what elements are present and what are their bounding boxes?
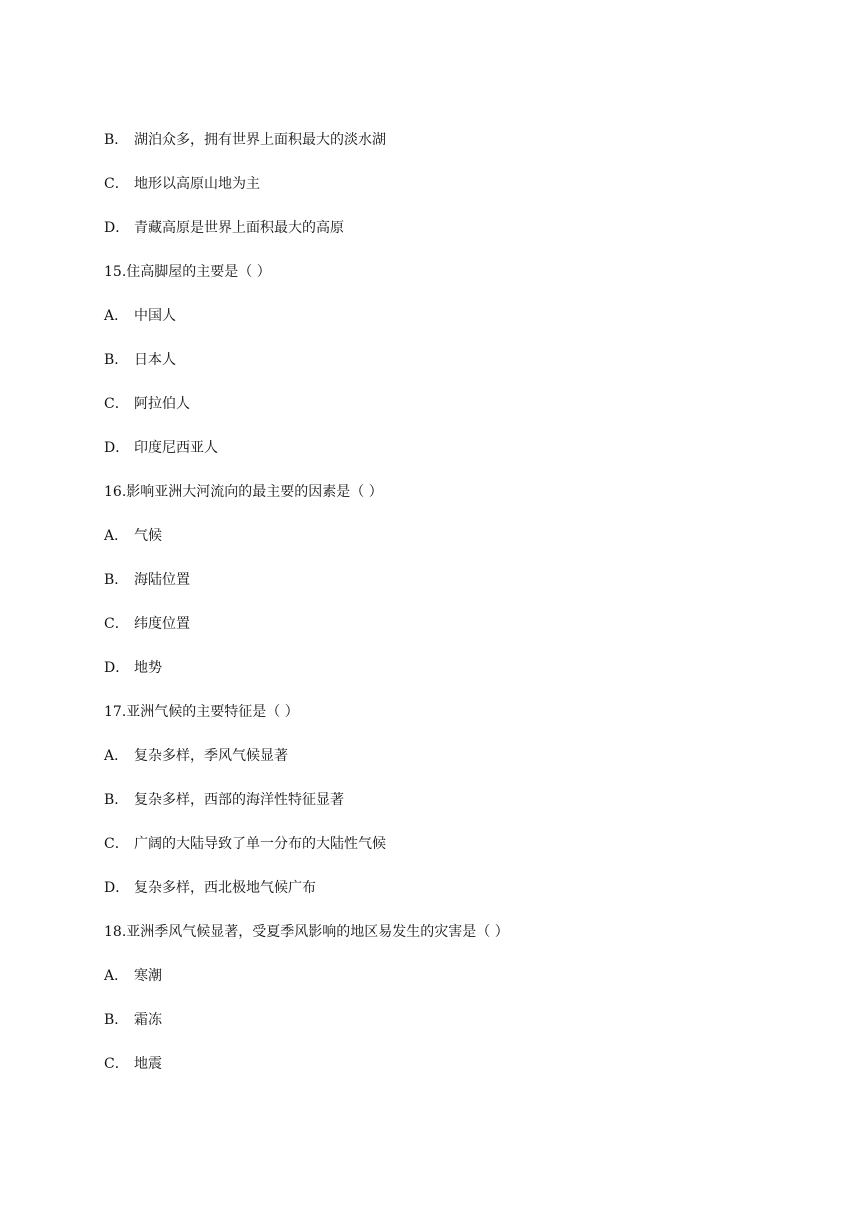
option-text: 地形以高原山地为主 xyxy=(134,176,260,192)
option-text: 霜冻 xyxy=(134,1012,162,1028)
q15-option-d xyxy=(104,438,218,458)
q18-option-b xyxy=(104,1010,162,1030)
q15-option-b xyxy=(104,350,176,370)
q14-option-b xyxy=(104,130,386,150)
option-text: 纬度位置 xyxy=(134,616,190,632)
option-text: 复杂多样，西北极地气候广布 xyxy=(134,880,316,896)
option-letter: C． xyxy=(104,176,129,192)
q17-option-d xyxy=(104,878,316,898)
option-letter: B． xyxy=(104,792,129,808)
q15-option-a xyxy=(104,306,176,326)
option-letter: A． xyxy=(104,748,129,764)
q16-option-c xyxy=(104,614,190,634)
question-15-stem: 15.住高脚屋的主要是（ ） xyxy=(104,264,271,280)
option-text: 湖泊众多，拥有世界上面积最大的淡水湖 xyxy=(134,132,386,148)
option-letter: D． xyxy=(104,660,130,676)
option-text: 复杂多样，西部的海洋性特征显著 xyxy=(134,792,344,808)
option-text: 复杂多样，季风气候显著 xyxy=(134,748,288,764)
option-text: 青藏高原是世界上面积最大的高原 xyxy=(134,220,344,236)
option-text: 气候 xyxy=(134,528,162,544)
option-letter: C． xyxy=(104,836,129,852)
option-text: 印度尼西亚人 xyxy=(134,440,218,456)
option-letter: B． xyxy=(104,352,129,368)
option-text: 广阔的大陆导致了单一分布的大陆性气候 xyxy=(134,836,386,852)
option-text: 地震 xyxy=(134,1056,162,1072)
q17-option-a xyxy=(104,746,288,766)
option-letter: C． xyxy=(104,396,129,412)
option-letter: C． xyxy=(104,1056,129,1072)
q18-option-a xyxy=(104,966,162,986)
option-letter: A． xyxy=(104,968,129,984)
q15-option-c xyxy=(104,394,190,414)
q16-option-a xyxy=(104,526,162,546)
option-letter: C． xyxy=(104,616,129,632)
q16-option-d xyxy=(104,658,162,678)
option-letter: D． xyxy=(104,440,130,456)
option-letter: D． xyxy=(104,880,130,896)
option-text: 寒潮 xyxy=(134,968,162,984)
q14-option-d xyxy=(104,218,344,238)
option-letter: D． xyxy=(104,220,130,236)
q17-option-c xyxy=(104,834,386,854)
q17-option-b xyxy=(104,790,344,810)
option-text: 中国人 xyxy=(134,308,176,324)
question-18-stem: 18.亚洲季风气候显著，受夏季风影响的地区易发生的灾害是（ ） xyxy=(104,924,509,940)
option-text: 日本人 xyxy=(134,352,176,368)
option-text: 阿拉伯人 xyxy=(134,396,190,412)
question-17-stem: 17.亚洲气候的主要特征是（ ） xyxy=(104,704,299,720)
option-text: 海陆位置 xyxy=(134,572,190,588)
question-16-stem: 16.影响亚洲大河流向的最主要的因素是（ ） xyxy=(104,484,383,500)
q16-option-b xyxy=(104,570,190,590)
q18-option-c xyxy=(104,1054,162,1074)
option-text: 地势 xyxy=(134,660,162,676)
option-letter: B． xyxy=(104,132,129,148)
option-letter: B． xyxy=(104,1012,129,1028)
option-letter: A． xyxy=(104,528,129,544)
q14-option-c xyxy=(104,174,260,194)
option-letter: A． xyxy=(104,308,129,324)
option-letter: B． xyxy=(104,572,129,588)
